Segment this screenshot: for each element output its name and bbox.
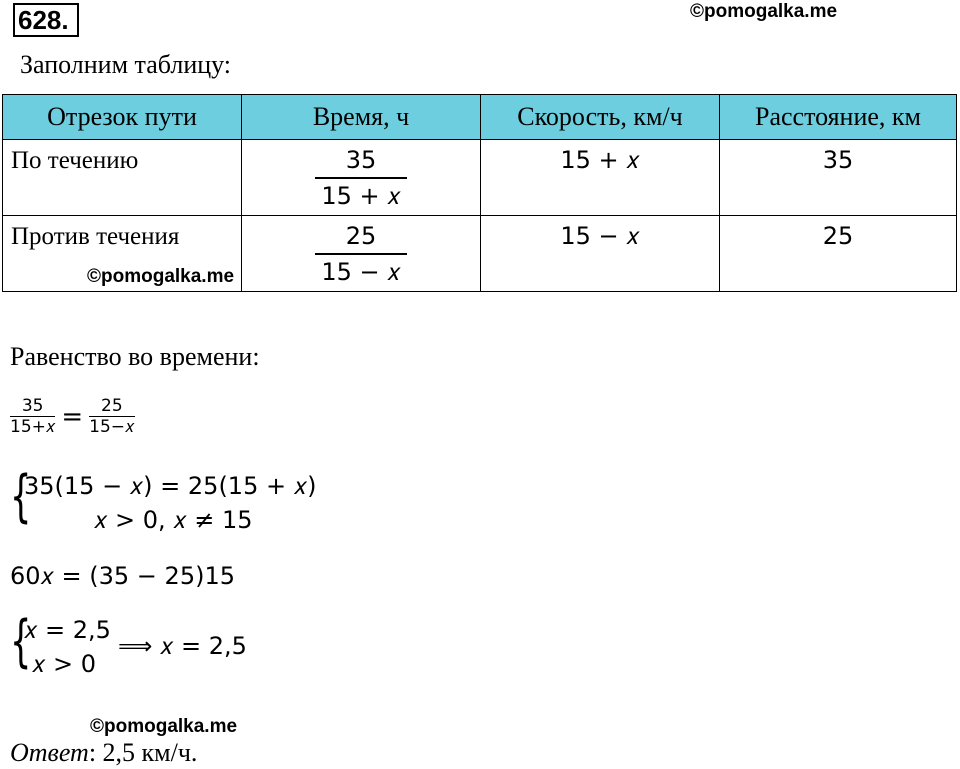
system1-line1: 35(15 − 𝑥) = 25(15 + 𝑥): [24, 472, 317, 500]
system2-line1: 𝑥 = 2,5: [24, 616, 111, 644]
system2-line2: 𝑥 > 0: [32, 650, 97, 678]
header-speed: Скорость, км/ч: [481, 95, 720, 140]
row-label: Против течения: [11, 223, 180, 250]
distance-value: 35: [822, 146, 854, 174]
fraction-numerator: 25: [101, 396, 123, 416]
table-header-row: [3, 95, 957, 140]
equation-ratio: [10, 396, 135, 437]
fraction-numerator: 35: [345, 146, 377, 174]
header-time: Время, ч: [242, 95, 481, 140]
watermark-table: ©pomogalka.me: [87, 266, 235, 287]
fraction-denominator: 15−𝑥: [89, 417, 135, 437]
answer-line: [10, 738, 197, 768]
watermark-top: ©pomogalka.me: [690, 1, 838, 22]
fraction-numerator: 35: [21, 396, 44, 416]
fraction-numerator: 25: [345, 222, 377, 250]
time-fraction: [318, 143, 403, 213]
cell-distance: [720, 140, 957, 216]
equality-title: Равенство во времени:: [10, 342, 260, 371]
system-brace: {: [10, 464, 32, 529]
system-brace: {: [10, 609, 32, 674]
table-row: [3, 216, 957, 292]
watermark-bottom: ©pomogalka.me: [90, 716, 238, 737]
system1-line2: 𝑥 > 0, 𝑥 ≠ 15: [94, 506, 253, 534]
fraction-denominator: 15 − 𝑥: [321, 258, 401, 286]
answer-value: : 2,5 км/ч.: [88, 738, 198, 767]
cell-time: [242, 216, 481, 292]
header-segment: Отрезок пути: [3, 95, 242, 140]
time-fraction: [318, 219, 403, 289]
table-row: [3, 140, 957, 216]
system2-result: ⟹ 𝑥 = 2,5: [118, 632, 247, 660]
cell-label: [3, 140, 242, 216]
intro-text: Заполним таблицу:: [20, 50, 232, 79]
cell-distance: [720, 216, 957, 292]
fraction-denominator: 15+𝑥: [10, 417, 56, 437]
speed-value: 15 − 𝑥: [560, 222, 640, 250]
fraction-denominator: 15 + 𝑥: [321, 182, 401, 210]
answer-label: Ответ: [10, 738, 89, 767]
row-label: По течению: [11, 147, 139, 174]
cell-time: [242, 140, 481, 216]
equals-sign: =: [61, 401, 84, 432]
speed-value: 15 + 𝑥: [560, 146, 640, 174]
cell-speed: [481, 140, 720, 216]
left-fraction: [10, 396, 55, 437]
problem-number: 628.: [13, 3, 79, 37]
distance-value: 25: [822, 222, 854, 250]
data-table: [2, 94, 957, 292]
equation-linear: 60𝑥 = (35 − 25)15: [10, 562, 235, 590]
right-fraction: [89, 396, 134, 437]
cell-speed: [481, 216, 720, 292]
cell-label: [3, 216, 242, 292]
header-distance: Расстояние, км: [720, 95, 957, 140]
